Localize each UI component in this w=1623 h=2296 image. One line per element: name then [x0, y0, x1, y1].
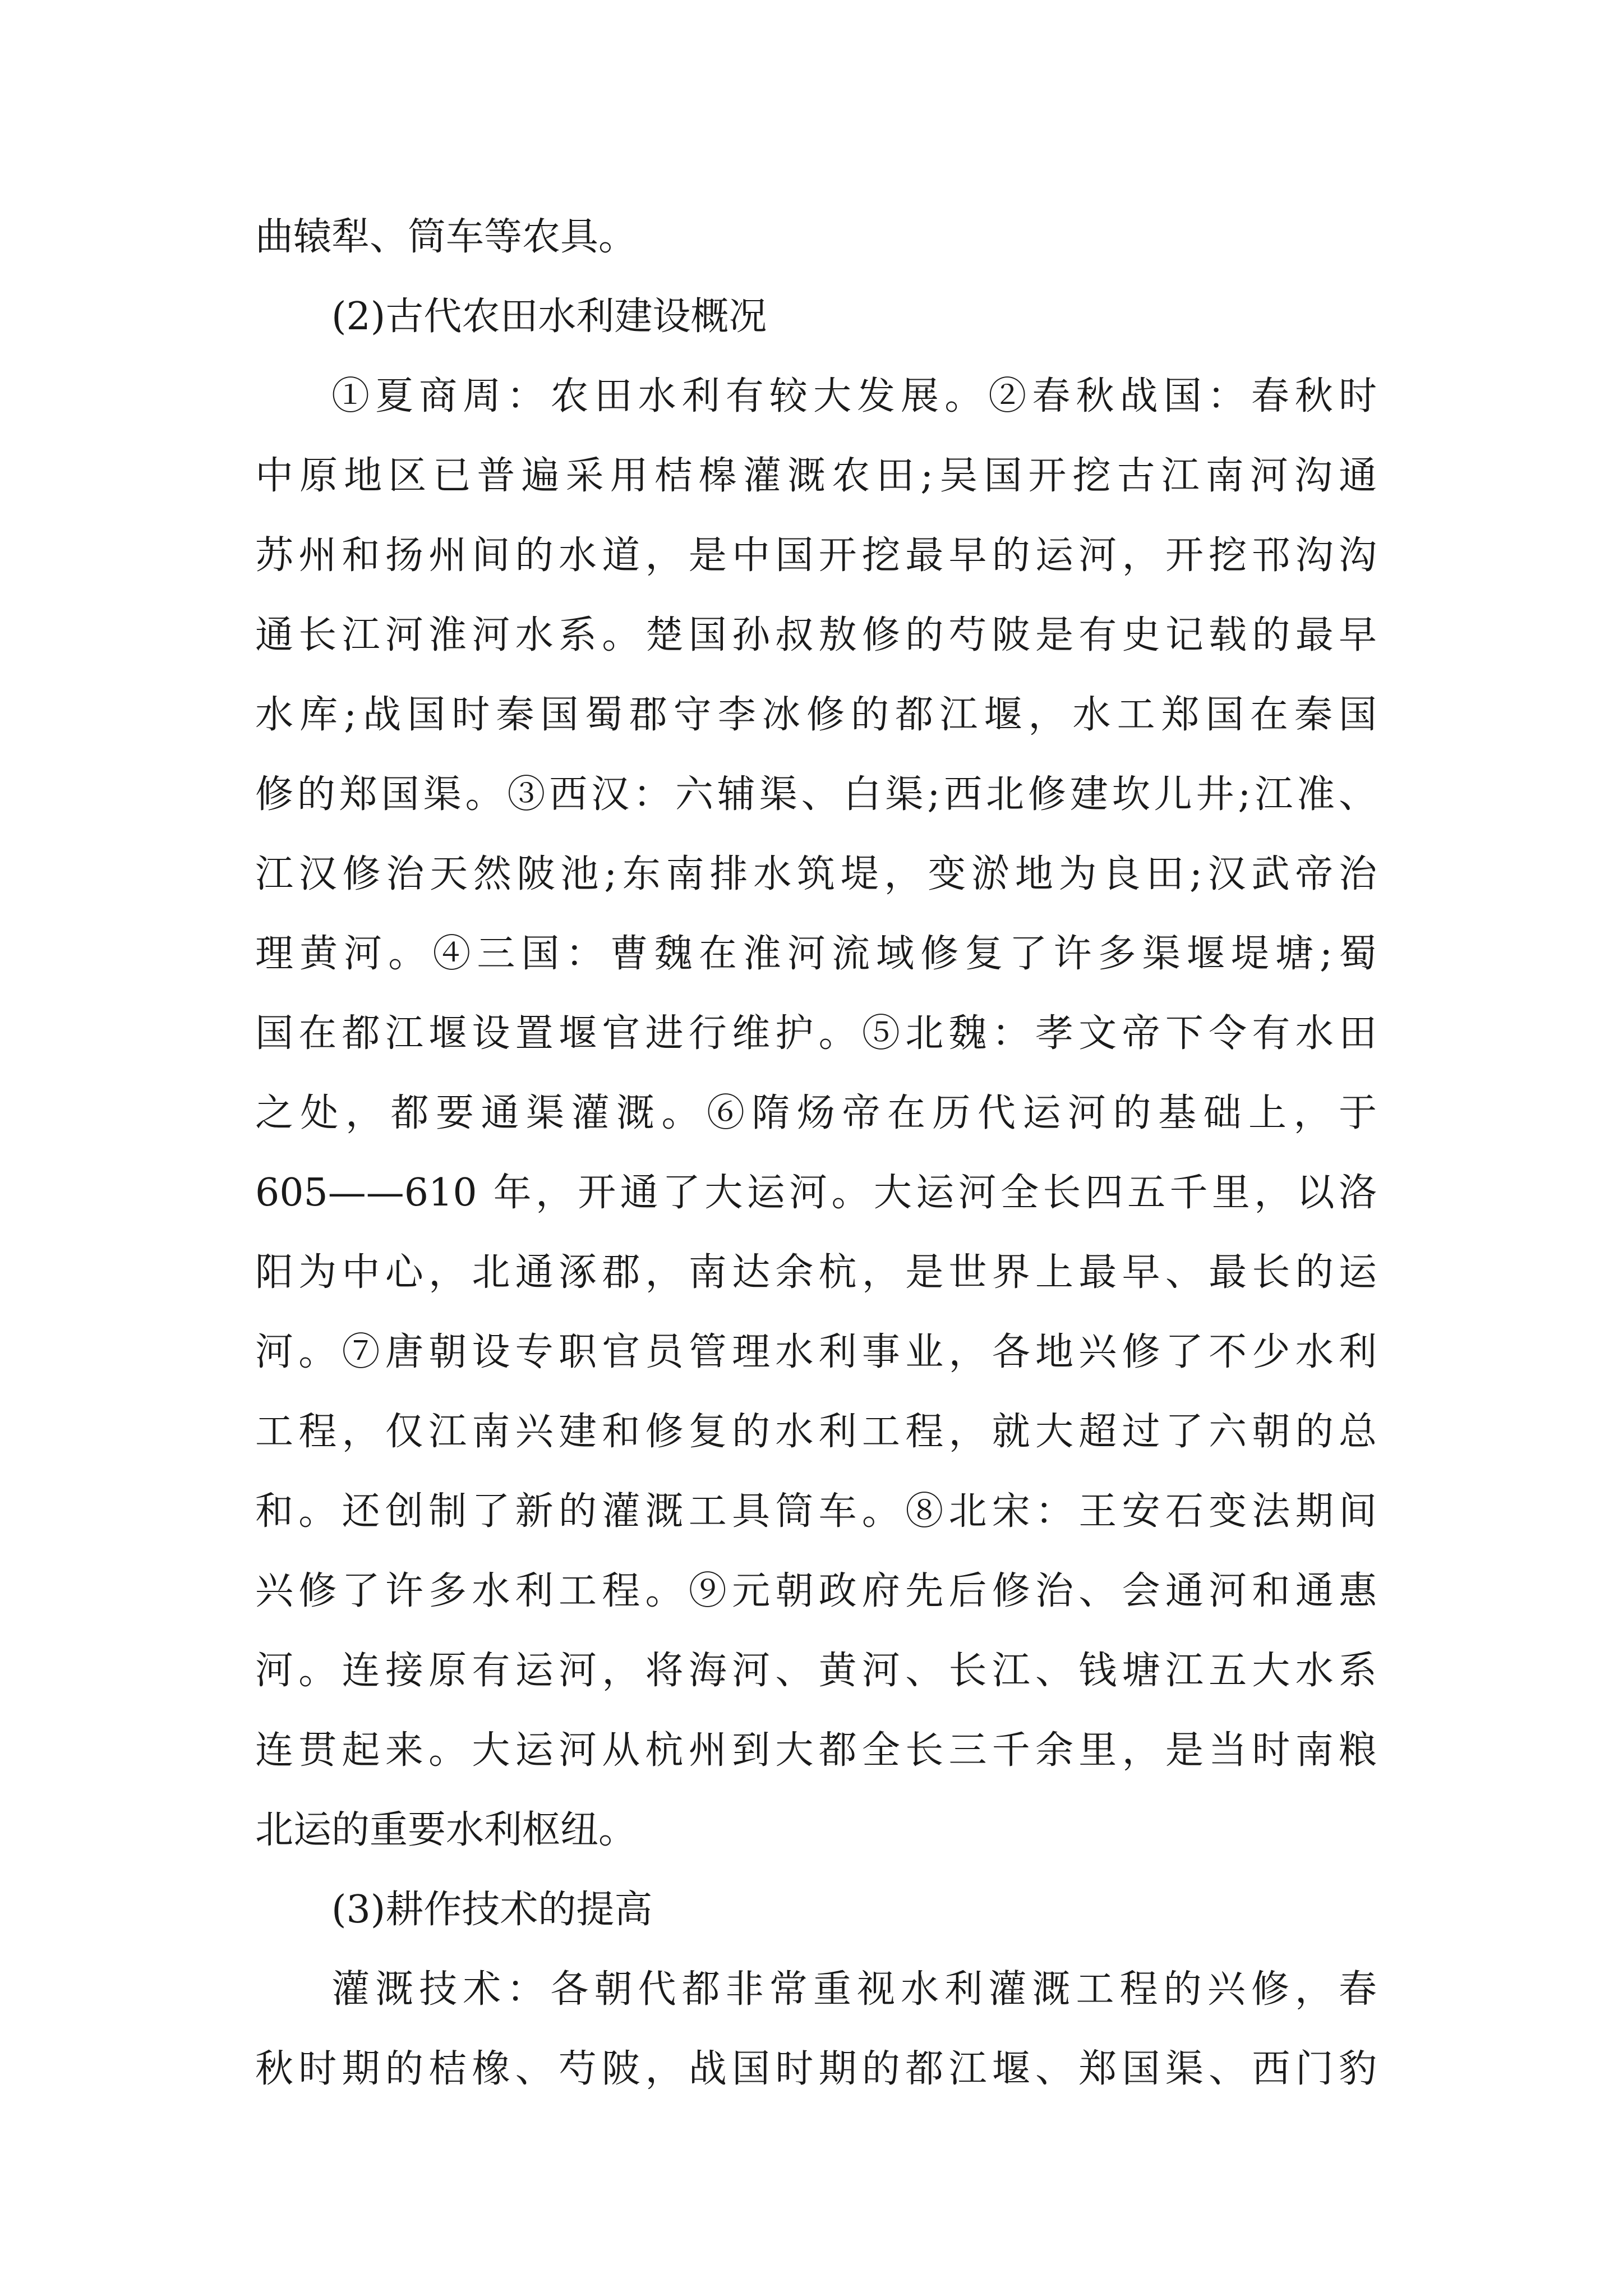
paragraph-line: 曲辕犁、筒车等农具。	[255, 215, 637, 259]
paragraph-line: 北运的重要水利枢纽。	[255, 1808, 637, 1852]
section-heading: (3)耕作技术的提高	[331, 1888, 653, 1932]
paragraph-line: ①夏商周：农田水利有较大发展。②春秋战国：春秋时	[331, 374, 1377, 418]
paragraph-line: 连贯起来。大运河从杭州到大都全长三千余里，是当时南粮	[255, 1728, 1377, 1773]
paragraph-line: 灌溉技术：各朝代都非常重视水利灌溉工程的兴修，春	[331, 1967, 1377, 2012]
paragraph-line: 605——610 年，开通了大运河。大运河全长四五千里，以洛	[255, 1171, 1377, 1215]
section-heading: (2)古代农田水利建设概况	[331, 295, 767, 339]
paragraph-line: 修的郑国渠。③西汉：六辅渠、白渠;西北修建坎儿井;江准、	[255, 772, 1377, 817]
paragraph-line: 之处，都要通渠灌溉。⑥隋炀帝在历代运河的基础上，于	[255, 1091, 1377, 1135]
paragraph-line: 国在都江堰设置堰官进行维护。⑤北魏：孝文帝下令有水田	[255, 1011, 1377, 1056]
paragraph-line: 理黄河。④三国：曹魏在淮河流域修复了许多渠堰堤塘;蜀	[255, 932, 1377, 976]
paragraph-line: 阳为中心，北通涿郡，南达余杭，是世界上最早、最长的运	[255, 1250, 1377, 1295]
paragraph-line: 河。⑦唐朝设专职官员管理水利事业，各地兴修了不少水利	[255, 1330, 1377, 1374]
paragraph-line: 中原地区已普遍采用桔槔灌溉农田;吴国开挖古江南河沟通	[255, 454, 1377, 498]
paragraph-line: 和。还创制了新的灌溉工具筒车。⑧北宋：王安石变法期间	[255, 1489, 1377, 1534]
paragraph-line: 河。连接原有运河，将海河、黄河、长江、钱塘江五大水系	[255, 1649, 1377, 1693]
paragraph-line: 秋时期的桔橡、芍陂，战国时期的都江堰、郑国渠、西门豹	[255, 2047, 1377, 2091]
paragraph-line: 通长江河淮河水系。楚国孙叔敖修的芍陂是有史记载的最早	[255, 613, 1377, 657]
paragraph-line: 兴修了许多水利工程。⑨元朝政府先后修治、会通河和通惠	[255, 1569, 1377, 1613]
paragraph-line: 苏州和扬州间的水道，是中国开挖最早的运河，开挖邗沟沟	[255, 533, 1377, 578]
paragraph-line: 工程，仅江南兴建和修复的水利工程，就大超过了六朝的总	[255, 1410, 1377, 1454]
paragraph-line: 江汉修治天然陂池;东南排水筑堤，变淤地为良田;汉武帝治	[255, 852, 1377, 896]
document-page	[255, 197, 1377, 2109]
paragraph-line: 水库;战国时秦国蜀郡守李冰修的都江堰，水工郑国在秦国	[255, 693, 1377, 737]
